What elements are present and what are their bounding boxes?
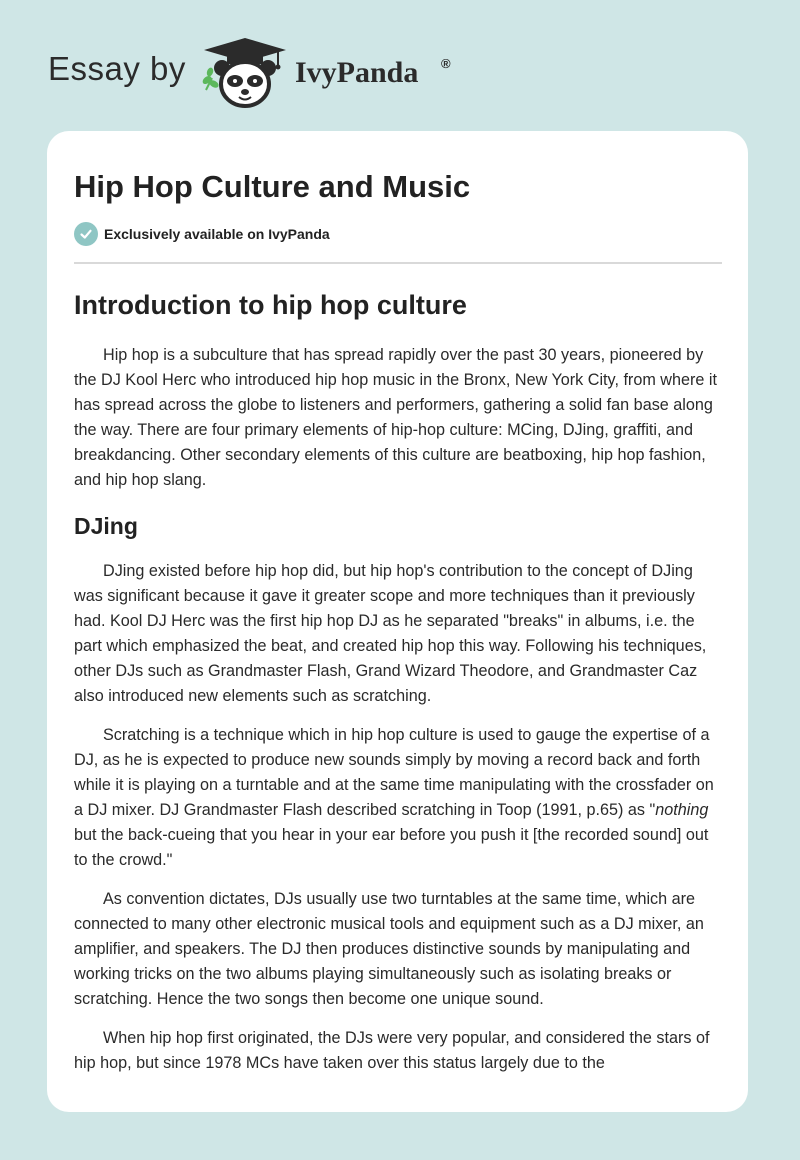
panda-logo-icon[interactable] <box>198 34 292 110</box>
essay-card <box>47 131 748 1112</box>
section-heading-djing: DJing <box>74 513 138 539</box>
registered-mark: ® <box>441 56 451 71</box>
intro-paragraph: Hip hop is a subculture that has spread rapidly over the past 30 years, pioneered by the DJ Kool Herc who introduced hip hop music in the Bronx, New York City, from where it has spread across the globe to listeners and performers, gathering a solid fan base along the way. There are four primary elements of hip-hop culture: MCing, DJing, graffiti, and breakdancing. Other secondary elements of this culture are beatboxing, hip hop fashion, and hip hop slang. <box>74 346 717 489</box>
djing-paragraph-4: When hip hop first originated, the DJs were very popular, and considered the stars of hip hop, but since 1978 MCs have taken over this status largely due to the <box>74 1029 710 1072</box>
emphasis-text: nothing <box>655 801 709 819</box>
djing-paragraph-3: As convention dictates, DJs usually use two turntables at the same time, which are connected to many other electronic musical tools and equipment such as a DJ mixer, an amplifier, and speakers. The DJ then produces distinctive sounds by manipulating and working tricks on the two albums playing simultaneously such as isolating breaks or scratching. Hence the two songs then become one unique sound. <box>74 890 704 1008</box>
title-divider <box>74 262 722 264</box>
brand-name[interactable]: IvyPanda <box>295 56 419 89</box>
djing-paragraph-1: DJing existed before hip hop did, but hip hop's contribution to the concept of DJing was significant because it gave it greater scope and more techniques than it previously had. Kool DJ Herc was the first hip hop DJ as he separated "breaks" in albums, i.e. the part which emphasized the beat, and created hip hop this way. Following his techniques, other DJs such as Grandmaster Flash, Grand Wizard Theodore, and Grandmaster Caz also introduced new elements such as scratching. <box>74 562 707 705</box>
section-heading-introduction: Introduction to hip hop culture <box>74 290 467 320</box>
essay-title: Hip Hop Culture and Music <box>74 169 471 204</box>
check-circle-icon <box>74 222 98 246</box>
essay-by-label: Essay by <box>48 50 186 87</box>
paragraph-text: Scratching is a technique which in hip hop culture is used to gauge the expertise of a DJ, as he is expected to produce new sounds simply by moving a record back and forth while it is playing on a turntable and at the same time manipulating with the crossfader on a DJ mixer. DJ Grandmaster Flash described scratching in Toop (1991, p.65) as " <box>74 726 714 819</box>
djing-paragraph-2 <box>74 723 722 873</box>
site-header <box>0 0 800 130</box>
paragraph-text: but the back-cueing that you hear in your ear before you push it [the recorded sound] out to the crowd." <box>74 826 709 869</box>
exclusive-badge-label: Exclusively available on IvyPanda <box>104 226 330 242</box>
exclusive-badge <box>74 221 722 247</box>
